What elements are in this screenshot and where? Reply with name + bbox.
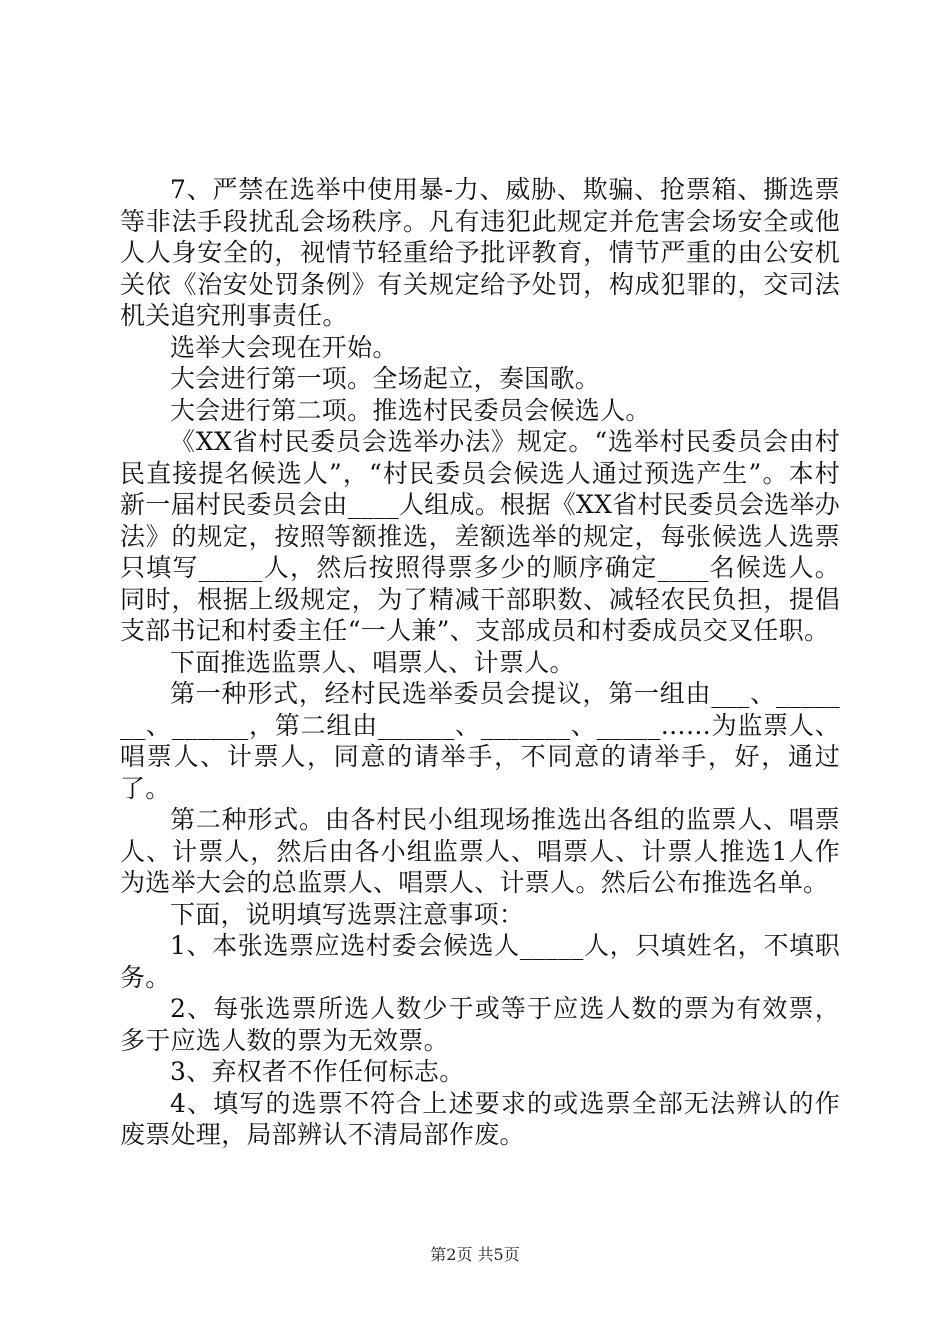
paragraph-first-form: 第一种形式，经村民选举委员会提议，第一组由___、_______、______，第二组由______、_______、_____……为监票人、唱票人、计票人，同意的请举手，不同意的请举手，好，通过了。 — [120, 679, 840, 803]
page-number-footer: 第2页 共5页 — [430, 1245, 520, 1264]
paragraph-note-1: 1、本张选票应选村委会候选人_____人，只填姓名，不填职务。 — [120, 931, 840, 992]
paragraph-item-one: 大会进行第一项。全场起立，奏国歌。 — [170, 364, 601, 393]
paragraph-select-tellers: 下面推选监票人、唱票人、计票人。 — [170, 647, 575, 677]
paragraph-ballot-notes-heading: 下面，说明填写选票注意事项： — [170, 899, 525, 929]
paragraph-meeting-start: 选举大会现在开始。 — [170, 332, 398, 362]
paragraph-second-form: 第二种形式。由各村民小组现场推选出各组的监票人、唱票人、计票人，然后由各小组监票人、唱票人、计票人推选1人作为选举大会的总监票人、唱票人、计票人。然后公布推选名单。 — [120, 805, 840, 897]
paragraph-election-rules: 《XX省村民委员会选举办法》规定。“选举村民委员会由村民直接提名候选人”，“村民委员会候选人通过预选产生”。本村新一届村民委员会由____人组成。根据《XX省村民委员会选举办法》的规定，按照等额推选，差额选举的规定，每张候选人选票只填写_____人，然后按照得票多少的顺序确定____名候选人。同时，根据上级规定，为了精减干部职数、减轻农民负担，提倡支部书记和村委主任“一人兼”、支部成员和村委成员交叉任职。 — [120, 427, 840, 645]
document-body — [120, 174, 840, 1151]
paragraph-note-4: 4、填写的选票不符合上述要求的或选票全部无法辨认的作废票处理，局部辨认不清局部作废。 — [120, 1088, 840, 1149]
paragraph-note-2: 2、每张选票所选人数少于或等于应选人数的票为有效票，多于应选人数的票为无效票。 — [120, 994, 840, 1055]
paragraph-rule-7: 7、严禁在选举中使用暴-力、威胁、欺骗、抢票箱、撕选票等非法手段扰乱会场秩序。凡有违犯此规定并危害会场安全或他人人身安全的，视情节轻重给予批评教育，情节严重的由公安机关依《治安处罚条例》有关规定给予处罚，构成犯罪的，交司法机关追究刑事责任。 — [120, 175, 840, 330]
paragraph-note-3: 3、弃权者不作任何标志。 — [170, 1057, 465, 1086]
paragraph-item-two: 大会进行第二项。推选村民委员会候选人。 — [170, 395, 651, 425]
